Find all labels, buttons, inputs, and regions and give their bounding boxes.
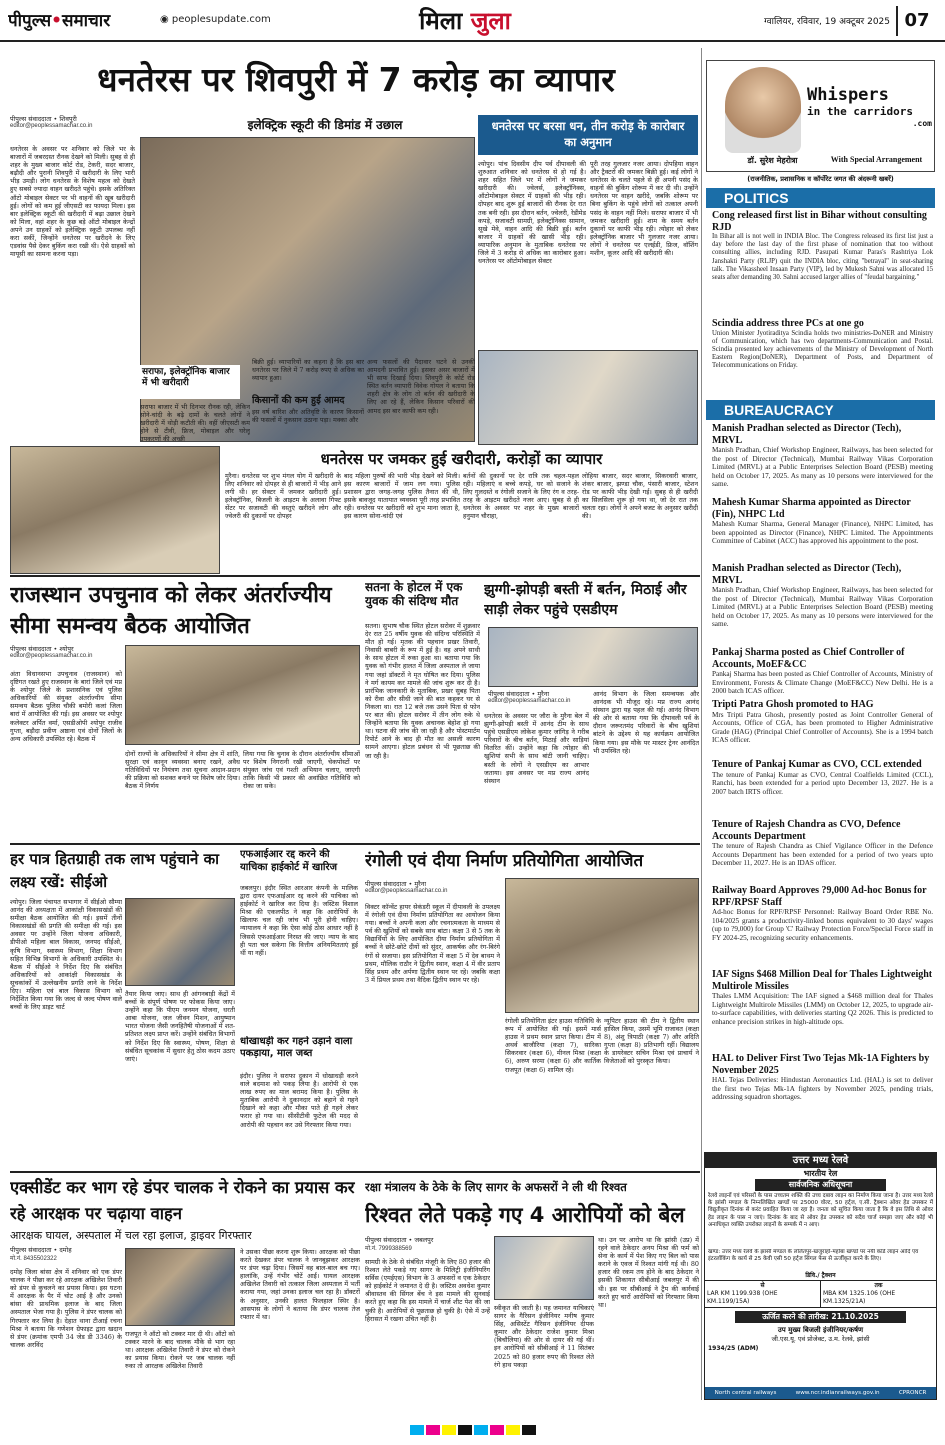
bureaucracy-item: IAF Signs $468 Million Deal for Thales Lightweight Multirole Missiles Thales LMM Acquisition: The IAF signed a $468 million deal for Thales Lightweight Multirole Missiles (LMM) on October 12, 2025, to upgrade air-to-surface capabilities, with deliveries starting Q2 2026. This is predicted to enhance precision strikes in high-altitude ops. <box>712 969 933 1026</box>
whispers-banner <box>706 60 935 172</box>
hitgrahi-column-1: श्योपुर। जिला पंचायत सभागार में सीईओ सौम्या आनंद की अध्यक्षता में आकांक्षी विकासखंडों की समीक्षा बैठक आयोजित की गई। इसमें तीनों विकासखंडों की प्रगति की समीक्षा की गई। इस अवसर पर उन्होंने जिला योजना अधिकारी, डीपीओ महिला बाल विकास, जनपद सीईओ, कृषि विभाग, स्वास्थ्य विभाग, शिक्षा विभाग सहित विभिन्न विभागों के अधिकारी उपस्थित थे। बैठक में सीईओ ने निर्देश दिए कि संबंधित अधिकारियों को आकांक्षी विकासखंड के सूचकांकों में उल्लेखनीय प्रगति लाने के निर्देश दिए। महिला एवं बाल विकास विभाग को निर्देशित किया गया कि जल्द से जल्द पोषण वाले बच्चों के लिए डाइट चार्ट <box>10 898 122 1012</box>
registration-strip <box>0 1425 945 1437</box>
railway-table <box>705 1280 936 1308</box>
rangoli-column-2: रंगोली प्रतियोगिता इंटर हाउस गतिविधि के रूप में आयोजित की गई। इसमें मार्स हाउस ने प्रथम स्थान प्राप्त किया। टीम में अथर्व बाजौरिया (कक्षा 7), सारिका सिकरवार (कक्षा 6), मीनल मिश्रा (कक्षा 6), अरुण सरमा (कक्षा 6) और कार्तिक राजपूत (कक्षा 6) शामिल रहे। <box>505 1017 601 1074</box>
side-story-column-2: पूरी तरह गुलजार नजर आया। दोपहिया वाहन और ट्रैक्टरों की जमकर बिक्री हुई। कई लोगों ने धनतेरस के चलते पहले से ही अपनी पसंद के वाहनों की बुकिंग शोरूम में कर दी थी। उन्होंने धनतेरस पर वाहन खरीदे, जबकि शोरूम पर बिना बुकिंग के पहुंचे लोगों को तत्काल अपनी पसंद के वाहन नहीं मिले। सराफा बाजार में भी जमकर खरीदारी हुई। शाम के समय बर्तन दुकानों पर काफी भीड़ रही। त्योहार को लेकर इलेक्ट्रॉनिक बाजार भी गुलजार नजर आया। लोगों ने धनतेरस पर एलईडी, फ्रिज, वॉशिंग मशीन, कूलर आदि की खरीदारी की। <box>590 160 698 258</box>
divider-3 <box>10 1171 700 1173</box>
slum-headline: झुग्गी-झोपड़ी बस्ती में बर्तन, मिठाई और साड़ी लेकर पहुंचे एसडीएम <box>484 582 687 618</box>
railway-date: ऊर्जित करने की तारीख: 21.10.2025 <box>735 1311 906 1323</box>
politics-head-0: Cong released first list in Bihar without consulting RJD <box>712 210 927 233</box>
column-divider <box>701 48 702 1400</box>
bribe-headline: रिश्वत लेते पकड़े गए 4 आरोपियों को बेल <box>365 1203 685 1227</box>
rangoli-column-1: विक्टर कॉन्वेंट हायर सेकंडरी स्कूल में दीपावली के उपलक्ष्य में रंगोली एवं दीया निर्माण प्रतियोगिता का आयोजन किया गया। बच्चों ने अपनी कला और रचनात्मकता के माध्यम से पर्व की खुशियों को सबके साथ बांटा। कक्षा 3 से 5 तक के विद्यार्थियों के लिए आयोजित दीया निर्माण प्रतियोगिता में बच्चों ने छोटे-छोटे दीयों को सुंदर, आकर्षक और रंग-बिरंगे रंगों से सजाया। इस प्रतियोगिता में कक्षा 5 में देव बाथम ने प्रथम, मौलिक राठौर ने द्वितीय स्थान, कक्षा 4 में वीर प्रताप सिंह प्रथम और अर्पणा द्वितीय स्थान पर रहे। जबकि कक्षा 3 में प्रियल प्रथम तथा वैदिक द्वितीय स्थान पर रहे। <box>365 903 500 984</box>
rajasthan-column-1: अंता विधानसभा उपचुनाव (राजस्थान) को दृष्टिगत रखते हुए राजस्थान के बारां जिले एवं मप्र के श्योपुर जिले के प्रशासनिक एवं पुलिस अधिकारियों की संयुक्त अंतर्राज्यीय सीमा समन्वय बैठक पुलिस चौकी बमोरी कलां जिला बारां में आयोजित की गई। इस अवसर पर श्योपुर कलेक्टर अर्पित वर्मा, एसडीओपी श्योपुर राजीव गुप्ता, बड़ौदा प्रवीण अष्ठाना एवं दोनों जिलों के अन्य अधिकारी उपस्थित रहे। बैठक में <box>10 670 122 743</box>
bureaucracy-item: Manish Pradhan selected as Director (Tech), MRVL Manish Pradhan, Chief Workshop Engineer, Railways, has been selected for the post of Director (Technical), Mumbai Railway Vikas Corporation Limited (MRVL) at a Public Enterprises Selection Board (PESB) meeting held on October 17, 2025. As many as 10 persons were interviewed for the same. <box>712 563 933 629</box>
railway-note: खण्ड: उत्तर मध्य रेलवे के झांसी मण्डल के ललितपुर-खजुराहो-महोबा खण्डों पर नयी कॉर्ड लाइन आदि एवं इंटरलॉकिंग के कार्य से 25 केवी एसी 50 हर्ट्ज सिंगल फेस से ऊर्जीकृत करने के लिए। <box>708 1249 919 1263</box>
side-story-photo <box>478 350 698 445</box>
railway-ad <box>704 1152 937 1400</box>
hitgrahi-photo <box>125 898 235 986</box>
railway-body: रेलवे लाइनों एवं परिसरों के पास उच्चतम शक्ति की उच्च दबाव लाइन का निर्माण किया जाना है। उत्तर मध्य रेलवे के झांसी मण्डल के निम्नलिखित खण्डों पर 25000 वोल्ट, 50 हर्ट्ज, ए.सी. ट्रैक्शन ओवर हेड उपस्कर में विद्युतीकृत दिनांक से करंट प्रवाहित किया जा रहा है। जनता को सूचित किया जाता है कि वे इस तिथि से ओवर हेड लाइन के पास न जाएं। दिनांक के बाद से ओवर हेड उपस्कर को सदैव चार्ज समझा जाए और कोई भी अनाधिकृत व्यक्ति उपरोक्त लाइनों के सम्पर्क में न आए। <box>708 1193 933 1228</box>
lead-byline: पीपुल्स संवाददाता • शिवपुरी editor@peoplessamachar.co.in <box>10 115 93 129</box>
masthead <box>0 0 945 42</box>
bureaucracy-item: Tripti Patra Ghosh promoted to HAG Mrs Tripti Patra Ghosh, presently posted as Joint Controller General of Accounts, Office of CGA, has been promoted to Higher Administrative Grade (HAG) (Principal Chief Controller of Accounts). She is a 1994 batch ICAS officer. <box>712 699 933 745</box>
author-photo <box>725 67 801 153</box>
railway-footer-3: CPRONCR <box>898 1390 927 1396</box>
logo-dot-icon: • <box>51 11 62 31</box>
accident-column-3: ने उसका पीछा करना शुरू किया। आरक्षक को पीछा करते देखकर डंपर चालक ने जानबूझकर आरक्षक पर डंपर चढ़ा दिया। जिसमें वह बाल-बाल बच गए। हालांकि, उन्हें गंभीर चोटें आईं। घायल आरक्षक अखिलेश तिवारी को तत्काल जिला अस्पताल में भर्ती कराया गया, जहां उनका इलाज चल रहा है। डॉक्टरों के अनुसार, उनकी हालत फिलहाल स्थिर है। आसपास के लोगों ने बताया कि डंपर चालक तेज रफ्तार में था। <box>240 1248 360 1321</box>
bureaucracy-item: Pankaj Sharma posted as Chief Controller of Accounts, MoEF&CC Pankaj Sharma has been posted as Chief Controller of Accounts, Ministry of Environment, Forests & Climate Change (MoEF&CC) New Delhi. He is a 2000 batch ICAS officer. <box>712 647 933 696</box>
lead-headline: धनतेरस पर शिवपुरी में 7 करोड़ का व्यापार <box>97 60 615 99</box>
whispers-title-a: Whispers <box>807 85 889 105</box>
whispers-title-c: .com <box>912 119 932 128</box>
section-title <box>395 4 535 38</box>
railway-country: भारतीय रेल <box>803 1169 838 1178</box>
railway-division: डिवि./ ट्रैक्शन <box>805 1272 836 1279</box>
accident-column-1: दमोह जिला बांसा क्षेत्र में शनिवार को एक डंपर चालक ने पीछा कर रहे आरक्षक अखिलेश तिवारी को डंपर से कुचलने का प्रयास किया। इस घटना में आरक्षक के पैर में चोट आई है और उनको बांसा की प्राथमिक इलाज के बाद जिला अस्पताल भेजा गया है। पुलिस ने डंपर चालक को गिरफ्तार कर लिया है। देहात थाना टीआई रचना मिश्रा ने बताया कि गणेशन ग्रेफाइट द्वारा खदान से डंपर (क्रमांक एमपी 34 जेड डी 3346) के चालक अरविंद <box>10 1268 122 1349</box>
band-column-3: बर्तनों की दुकानों पर देर रात्रि तक चहल-पहल रही। महिलाएं व बच्चे कपड़े, घर को सजाने के लिए गुलदस्ते व रंगोली सजाने के लिए रंग व तरह-तरह के आइटम खरीदते नजर आए। सुबह से ही धनतेरस के अवसर पर शहर के मुख्य बाजारों हनुमान चौराहा, <box>463 472 579 521</box>
logo <box>8 8 158 34</box>
dateline: ग्वालियर, रविवार, 19 अक्टूबर 2025 <box>764 17 890 27</box>
lead-column-1: धनतेरस के अवसर पर शनिवार को जिले भर के बाजारों में जबरदस्त रौनक देखने को मिली। सुबह से ही शहर के मुख्य बाजार कोर्ट रोड, टेकरी, सदर बाजार, बढ़ौदी और पुरानी शिवपुरी में खरीदारी के लिए भारी भीड़ उमड़ी। लोग धनतेरस के विशेष महत्व को देखते हुए सबसे ज्यादा वाहन खरीदते पहुंचे। इसके अतिरिक्त ऑटो मोबाइल सेक्टर पर भी वाहनों की खूब खरीदारी हुई। लोगों को कम हुई जीएसटी का फायदा मिला। इस बार इलेक्ट्रिक स्कूटी की खरीदारी में बढ़ा उछाल देखने को मिला, वहां शहर के कुछ बड़े ऑटो मोबाइल केन्द्रों अपने उन ग्राहकों को इलेक्ट्रिक स्कूटी उपलब्ध नहीं करा सकीं, जिन्होंने धनतेरस पर खरीदने के लिए एडवांस पैसे देकर बुकिंग करा रखी थी। ऐसे ग्राहकों को मायूसी का सामना करना पड़ा। <box>10 145 135 259</box>
politics-body-0: In Bihar all is not well in INDIA Bloc. The Congress released its first list just a day before the last day of the first phase of nomination that too without consulting allies, including RJD. Pasupati Kumar Paras's Rashtriya Lok Janshakti Party (RLJP) quit the INDIA bloc, citing "betrayal" in seat-sharing talk. The Vikassheel Insaan Party (VIP), led by Mukesh Sahni was allocated 15 seats after demanding 30. Sahni accused larger allies of "feudal bargaining." <box>712 233 933 282</box>
band-column-2: बाद महिला पुरुषों की भारी भीड़ देखने को मिली। इस कारण बाजारों में जाम लग गया। पुलिस प्रशासन द्वारा जगह-जगह पुलिस तैनात की थी, इसके बावजूद यातायात व्यवस्था पूरी तरह प्रभावित रही। धनतेरस पर खरीदारी को शुभ माना जाता है, इस कारण सोना-चांदी एवं <box>344 472 460 521</box>
rangoli-headline: रंगोली एवं दीया निर्माण प्रतियोगिता आयोजित <box>365 851 644 871</box>
website[interactable]: ◉ peoplesupdate.com <box>160 14 271 25</box>
fir-text: जबलपुर। इंदौर स्थित आरआर कंपनी के मालिक द्वारा दायर एफआईआर रद्द करने की याचिका को हाईकोर्ट ने खारिज कर दिया है। जस्टिस विशाल मिश्रा की एकलपीठ ने कहा कि आरोपियों के खिलाफ चल रही जांच भी पूरी होनी चाहिए। न्यायालय ने कहा कि ऐसा कोई ठोस आधार नहीं है जिससे एफआईआर निरस्त की जाए। न्याय के बाद ही पता चल सकेगा कि वित्तीय अनियमितताएं हुई थीं या नहीं। <box>240 884 358 957</box>
globe-icon: ◉ <box>160 14 172 25</box>
railway-ref: 1934/25 (ADM) <box>708 1345 759 1352</box>
whispers-title <box>807 85 932 135</box>
railway-footer-2: www.ncr.indianrailways.gov.in <box>795 1390 880 1396</box>
lead-photo-caption: सराफा, इलेक्ट्रॉनिक बाजार में भी खरीदारी <box>140 365 240 399</box>
band-column-1: मुरैना। धनतेरस पर शुभ मंगल योग में खरीदारी के लिए शनिवार को दोपहर से ही बाजारों में भीड़ आने लगी थी। हर सेक्टर में जमकर खरीदारी हुई। इलेक्ट्रॉनिक, बिजली के आइटम के अलावा गिफ्ट सेंटर पर सजावटी की वस्तुएं खरीदने लोग और ज्वेलरी की दुकानों पर दोपहर <box>225 472 341 521</box>
whispers-tagline: (राजनीतिक, प्रशासनिक व कॉर्पोरेट जगत की अंदरूनी खबरें) <box>747 175 894 183</box>
lead-column-2c: इस वर्ष बारिश और अतिवृष्टि के कारण किसानों की फसलों में नुकसान उठाना पड़ा। मक्का और <box>252 408 364 425</box>
lead-subhead: इलेक्ट्रिक स्कूटी की डिमांड में उछाल <box>247 118 403 132</box>
rangoli-photo <box>505 878 699 1013</box>
politics-body-1: Union Minister Jyotiraditya Scindia holds two ministries-DoNER and Ministry of Communication, which has two departments-Communication and Postal. Scindia presented key achievements of the Ministry of Development of North Eastern Region(DoNER), Department of Posts, and Department of Telecommunications on Friday. <box>712 329 933 370</box>
fir-text-2: इंदौर। पुलिस ने सराफा दुकान में धोखाधड़ी करने वाले बदमाश को पकड़ लिया है। आरोपी से एक लाख रुपए का माल बरामद किया है। पुलिस के मुताबिक आरोपी ने दुकानदार को बहाने से गहने दिखाने को कहा और मौका पाते ही गहने लेकर फरार हो गया था। सीसीटीवी फुटेज की मदद से आरोपी की पहचान कर उसे गिरफ्तार किया गया। <box>240 1072 358 1129</box>
lead-subhead-2: किसानों की कम हुई आमद <box>252 395 345 406</box>
bureaucracy-items <box>712 423 933 1150</box>
author-name: डॉ. सुरेश मेहरोत्रा <box>747 156 798 165</box>
railway-signoff-2: जी.एस.यू. एवं प्रोजेक्ट, उ.म. रेलवे, झांसी <box>771 1335 870 1343</box>
bribe-kicker: रक्षा मंत्रालय के ठेके के लिए सागर के अफसरों ने ली थी रिश्वत <box>365 1180 627 1194</box>
hitgrahi-column-2: तैयार किया जाए। साथ ही आंगनबाड़ी केंद्रों में बच्चों के संपूर्ण पोषण पर फोकस किया जाए। उन्होंने कहा कि पीएम जनमन योजना, धरती आबा योजना, जल जीवन मिशन, आयुष्मान भारत योजना जैसी जनहितैषी योजनाओं में शत-प्रतिशत लक्ष्य प्राप्त करें। उन्होंने संबंधित विभागों को निर्देश दिए कि स्वास्थ्य, पोषण, शिक्षा से संबंधित सूचकांक में सुधार हेतु ठोस कदम उठाए जाएं। <box>125 990 235 1063</box>
bureaucracy-item: HAL to Deliver First Two Tejas Mk-1A Fighters by November 2025 HAL Tejas Deliveries: Hindustan Aeronautics Ltd. (HAL) is set to deliver the first two Tejas Mk-1A fighters by November 2025, pending trials, addressing squadron shortages. <box>712 1053 933 1102</box>
fir-headline: एफआईआर रद्द करने की याचिका हाईकोर्ट में खारिज <box>240 849 338 873</box>
logo-right: समाचार <box>61 11 111 31</box>
slum-column-2: आनंद विभाग के जिला समन्वयक और आनंदक भी मौजूद रहे। मप्र राज्य आनंद संस्थान द्वारा यह पहल की गई। आनंद विभाग की ओर से बताया गया कि दीपावली पर्व के दौरान जरूरतमंद परिवारों के बीच खुशियां बांटने के उद्देश्य से यह कार्यक्रम आयोजित किया गया। इस मौके पर मास्टर ट्रेनर आनंदित भी उपस्थित रहे। <box>593 690 699 755</box>
bureaucracy-item: Railway Board Approves ?9,000 Ad-hoc Bonus for RPF/RPSF Staff Ad-hoc Bonus for RPF/RPSF Personnel: Railway Board Order RBE No. 104/2025 grants a productivity-linked bonus equivalent to 30 days' wages (up to ?9,000) for Group 'C' Railway Protection Force/Special Force staff in FY 2024-25, recognizing security enhancements. <box>712 885 933 942</box>
accident-headline: एक्सीडेंट कर भाग रहे डंपर चालक ने रोकने का प्रयास कर रहे आरक्षक पर चढ़ाया वाहन <box>10 1178 355 1223</box>
band-column-4: लोहिया बाजार, सदर बाजार, सिकरवारी बाजार, शंकर बाजार, झण्डा चौक, पंसारी बाजार, स्टेशन रोड पर काफी भीड़ देखी गई। सुबह से ही खरीदी का सिलसिला शुरू हो गया था, जो देर रात तक चलता रहा। लोगों ने अपने बजट के अनुसार खरीदी की। <box>582 472 698 521</box>
bureaucracy-item: Mahesh Kumar Sharma appointed as Director (Fin), NHPC Ltd Mahesh Kumar Sharma, General Manager (Finance), NHPC Limited, has been appointed as Director (Finance), NHPC Limited. The Appointments Committee of Cabinet (ACC) has approved his appointment to the post. <box>712 497 933 546</box>
rangoli-byline: पीपुल्स संवाददाता • मुरैना editor@peoplessamachar.co.in <box>365 880 448 894</box>
slum-byline: पीपुल्स संवाददाता • मुरैना editor@peoplessamachar.co.in <box>488 690 571 704</box>
accident-photo <box>125 1248 235 1326</box>
rajasthan-headline: राजस्थान उपचुनाव को लेकर अंतर्राज्यीय सीमा समन्वय बैठक आयोजित <box>10 583 332 639</box>
rajasthan-byline: पीपुल्स संवाददाता • श्योपुर editor@peoplessamachar.co.in <box>10 645 93 659</box>
rajasthan-column-2: दोनों राज्यों के अधिकारियों ने सीमा क्षेत्र में शांति, सुरक्षा एवं कानून व्यवस्था बनाए रखने, अवैध गतिविधियों पर नियंत्रण तथा सूचना आदान-प्रदान की प्रक्रिया को सशक्त बनाने पर विशेष जोर दिया। बैठक में निर्णय <box>125 750 240 791</box>
accident-column-2: राजपूत ने ऑटो को टक्कर मार दी थी। ऑटो को टक्कर मारने के बाद चालक मौके से भाग रहा था। आरक्षक अखिलेश तिवारी ने डंपर को रोकने का प्रयास किया। रोकने पर जब चालक नहीं रुका तो आरक्षक अखिलेश तिवारी <box>125 1330 235 1371</box>
lead-column-2b: बिक्री हुई। व्यापारियों का कहना है कि इस बार धनतेरस पर जिले में 7 करोड़ रुपए से अधिक का व्यापार हुआ। <box>252 358 364 383</box>
whispers-title-b: in the carridors <box>807 105 913 118</box>
section-title-a: मिला <box>419 7 463 35</box>
hitgrahi-headline: हर पात्र हितग्राही तक लाभ पहुंचाने का लक्ष्य रखें: सीईओ <box>10 850 220 891</box>
railway-from-label: से <box>760 1282 765 1289</box>
bribe-photo <box>494 1236 594 1300</box>
railway-to: MBA KM 1325.106 (OHE KM.1325/21A) <box>823 1290 896 1305</box>
accident-byline: पीपुल्स संवाददाता • दमोह मो.नं. 8435502322 <box>10 1246 72 1262</box>
bribe-column-2: स्वीकृत की जाती है। यह जमानत याचिकाएं सागर के गैरिसन इंजीनियर मनीष कुमार सिंह, असिस्टेंट गैरिसन इंजीनियर दीपक कुमार और ठेकेदार राजेश कुमार मिश्रा (बिचौलिया) की ओर से दायर की गई थीं। इन आरोपियों को सीबीआई ने 11 सितंबर 2025 को 80 हजार रुपए की रिश्वत लेते रंगे हाथ पकड़ा <box>494 1304 594 1369</box>
rangoli-column-3: न्यूपिटर हाउस की टीम ने द्वितीय स्थान हासिल किया, उसमें भूमि राजावत (कक्षा 8), अंशु त्रिपाठी (कक्षा 7) और अदिति गुप्ता (कक्षा 8) प्रतिभागी रहीं। विद्यालय के डायरेक्टर सचिन मिश्रा एवं प्राचार्य ने विजेताओं को पुरस्कृत किया। <box>604 1017 699 1066</box>
politics-head-1: Scindia address three PCs at one go <box>712 318 864 329</box>
section-title-b: जुला <box>470 7 511 35</box>
divider-1 <box>10 575 700 577</box>
satna-text: सतना। सुभाष चौक स्थित होटल सरोवर में शुक्रवार देर रात 25 वर्षीय युवक की संदिग्ध परिस्थिति में मौत हो गई। मृतक की पहचान प्रखर तिवारी, निवासी बाबरी के रूप में हुई है। वह अपने साथी के साथ होटल में रुका हुआ था। बताया गया कि युवक को गंभीर हालत में जिला अस्पताल ले जाया गया जहां डॉक्टरों ने मृत घोषित कर दिया। पुलिस ने मर्ग कायम कर मामले की जांच शुरू कर दी है। प्रारंभिक जानकारी के मुताबिक, प्रखर सुबह पिता को रीवा और सीधी जाने की बात कहकर घर से निकला था। रात 12 बजे तक उसने पिता से फोन पर बात की। होटल सरोवर में तीन लोग रुके थे जिन्होंने बताया कि युवक अचानक बेहोश हो गया था। घटना की जांच की जा रही है और पोस्टमार्टम रिपोर्ट आने के बाद ही मौत का असली कारण सामने आएगा। होटल प्रबंधन से भी पूछताछ की जा रही है। <box>365 622 480 760</box>
side-story-column-1: श्योपुर। पांच दिवसीय दीप पर्व दीपावली की शुरुआत शनिवार को धनतेरस से हो गई है। शहर सहित जिले भर में लोगों ने जमकर खरीदारी की। ज्वेलर्स, इलेक्ट्रॉनिक्स, ऑटोमोबाइल सेक्टर में ग्राहकों की भीड़ रही। दोपहर बाद शुरू हुई बाजारों की रौनक देर रात तक बनी रही। इस दौरान बर्तन, ज्वेलरी, रेडीमेड कपड़े, सजावटी सामग्री, इलेक्ट्रॉनिक्स सामान, सूखे मेवे, वाहन आदि की बिक्री हुई। बर्तन बाजार में ग्राहकों की खासी भीड़ रही। व्यापारिक अनुमान के मुताबिक धनतेरस पर जिले में 3 करोड़ से अधिक का कारोबार हुआ। धनतेरस पर ऑटोमोबाइल सेक्टर <box>478 160 586 266</box>
bribe-column-3: था। उन पर आरोप था कि झांसी (उप्र) में रहने वाले ठेकेदार अनय मिश्रा की फर्म को सेना के कार्य में पेश किए गए बिल को पास कराने के एवज में रिश्वत मांगी गई थी। 80 हजार की रकम तय होने के बाद ठेकेदार ने इसकी शिकायत सीबीआई जबलपुर में की थी। इस पर सीबीआई ने ट्रैप की कार्रवाई करते हुए चारों आरोपियों को गिरफ्तार किया था। <box>598 1236 699 1309</box>
politics-items <box>712 210 933 317</box>
rajasthan-photo <box>125 645 360 745</box>
railway-footer-1: North central railways <box>714 1390 777 1396</box>
band-headline: धनतेरस पर जमकर हुई खरीदारी, करोड़ों का व्यापार <box>320 450 603 468</box>
accident-subhead: आरक्षक घायल, अस्पताल में चल रहा इलाज, ड्राइवर गिरफ्तार <box>10 1229 252 1242</box>
railway-footer[interactable] <box>705 1387 936 1399</box>
bureaucracy-item: Tenure of Rajesh Chandra as CVO, Defence Accounts Department The tenure of Rajesh Chandra as Chief Vigilance Officer in the Defence Accounts Department has been extended for a period of two years upto December 11, 2027. He is an IDAS officer. <box>712 819 933 868</box>
railway-signoff: उप मुख्य बिजली इंजीनियर/कर्षण <box>777 1326 864 1334</box>
page-number: 07 <box>896 6 936 36</box>
lead-column-3: अन्य फसलों की पैदावार घटने से उनकी आमदनी प्रभावित हुई। इसका असर बाजारों में भी साफ दिखाई दिया। शिवपुरी के कोर्ट रोड स्थित बर्तन व्यापारी विवेक गोयल ने बताया कि शहरी क्षेत्र के लोग तो बर्तन की खरीदारी के लिए आ रहे हैं, लेकिन किसान परिवारों की आमद इस बार काफी कम रही। <box>367 358 475 415</box>
railway-notice: सार्वजनिक अधिसूचना <box>755 1179 886 1191</box>
politics-items-2 <box>712 318 933 398</box>
fir-subhead: धोखाधड़ी कर गहने उड़ाने वाला पकड़ाया, माल जब्त <box>240 1036 353 1059</box>
bureaucracy-item: Manish Pradhan selected as Director (Tech), MRVL Manish Pradhan, Chief Workshop Engineer, Railways, has been selected for the post of Director (Technical), Mumbai Railway Vikas Corporation Limited (MRVL) at a Public Enterprises Selection Board (PESB) meeting held on October 17, 2025. As many as 10 persons were interviewed for the same. <box>712 423 933 489</box>
politics-header: POLITICS <box>706 188 935 208</box>
divider-2 <box>10 843 700 845</box>
rajasthan-column-3: लिया गया कि चुनाव के दौरान अंतर्राज्यीय सीमाओं पर विशेष निगरानी रखी जाएगी, चेकपोस्टों पर संयुक्त जांच एवं गश्ती अभियान चलाए, जाएगी ताकि किसी भी प्रकार की अवांछित गतिविधि को रोका जा सके। <box>243 750 360 791</box>
side-story-header: धनतेरस पर बरसा धन, तीन करोड़ के कारोबार का अनुमान <box>478 115 698 155</box>
railway-to-label: तक <box>874 1282 883 1289</box>
bribe-column-1: सामग्री के ठेके से संबंधित मंजूरी के लिए 80 हजार की रिश्वत लेते पकड़े गए सागर के मिलिट्री इंजीनियरिंग सर्विस (एमईएस) विभाग के 3 अफसरों व एक ठेकेदार को हाईकोर्ट ने जमानत दे दी है। जस्टिस अवधेश कुमार श्रीवास्तव की सिंगल बेंच ने इस मामले की सुनवाई करते हुए कहा कि इस मामले में चार्ज शीट पेश की जा चुकी है। आरोपियों से पूछताछ हो चुकी है। ऐसे में उन्हें हिरासत में रखना उचित नहीं है। <box>365 1258 490 1323</box>
railway-from: LAR KM 1199.938 (OHE KM.1199/15A) <box>707 1290 778 1305</box>
satna-headline: सतना के होटल में एक युवक की संदिग्ध मौत <box>365 580 463 608</box>
slum-photo <box>488 627 698 687</box>
lead-column-2a: सराफा बाजार में भी दिनभर रौनक रही, लेकिन सोने-चांदी के बढ़े दामों के चलते लोगों ने खरीदारी में थोड़ी कटौती की। वहीं जीएसटी कम होने से टीवी, फ्रिज, मोबाइल और घरेलू उपकरणों की अच्छी <box>140 403 250 444</box>
arrangement: With Special Arrangement <box>830 155 923 164</box>
slum-column-1: धनतेरस के अवसर पर जौरा के मुरैना बेल में झुग्गी-झोपड़ी बस्ती में आनंद टीम के साथ पहुंचे एसडीएम लोकेश कुमार जांगिड़ ने गरीब परिवारों के बीच बर्तन, मिठाई और साड़ियां वितरित कीं। उन्होंने कहा कि त्योहार की खुशियां सभी के साथ बांटी जानी चाहिए। बस्ती के लोगों ने एसडीएम का आभार जताया। इस अवसर पर मप्र राज्य आनंद संस्थान <box>484 712 589 785</box>
logo-left: पीपुल्स <box>8 11 52 31</box>
bureaucracy-header: BUREAUCRACY <box>706 400 935 420</box>
bureaucracy-item: Tenure of Pankaj Kumar as CVO, CCL extended The tenure of Pankaj Kumar as CVO, Central Coalfields Limited (CCL), Ranchi, has been extended for a period upto December 13, 2027. He is a 2007 batch IRTS officer. <box>712 759 933 796</box>
market-photo-2 <box>10 446 220 574</box>
bribe-byline: पीपुल्स संवाददाता • जबलपुर मो.नं. 7999388569 <box>365 1236 434 1252</box>
railway-org: उत्तर मध्य रेलवे <box>705 1153 936 1168</box>
